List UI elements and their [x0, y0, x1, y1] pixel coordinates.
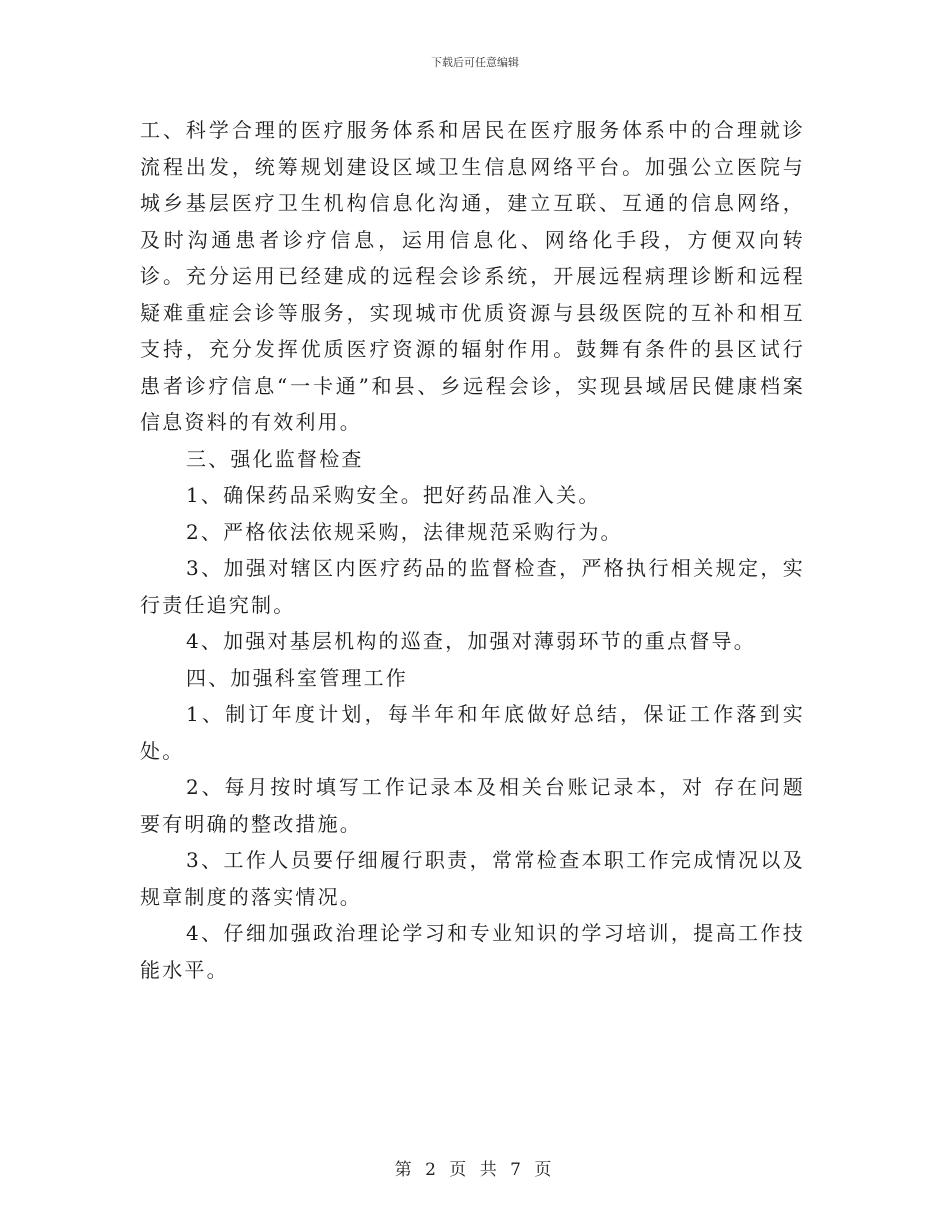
section-heading-3: 三、强化监督检查 — [186, 446, 364, 471]
document-body — [140, 112, 805, 988]
list-item-3-2: 2、严格依法依规采购，法律规范采购行为。 — [186, 519, 623, 544]
list-item-4-1: 1、制订年度计划，每半年和年底做好总结，保证工作落到实处。 — [140, 702, 805, 763]
list-item-4-4: 4、仔细加强政治理论学习和专业知识的学习培训，提高工作技能水平。 — [140, 921, 805, 982]
list-item-3-4: 4、加强对基层机构的巡查，加强对薄弱环节的重点督导。 — [186, 629, 756, 653]
list-item-3-3: 3、加强对辖区内医疗药品的监督检查，严格执行相关规定，实行责任追究制。 — [140, 556, 805, 617]
paragraph-continuation: 工、科学合理的医疗服务体系和居民在医疗服务体系中的合理就诊流程出发，统筹规划建设区域卫生信息网络平台。加强公立医院与城乡基层医疗卫生机构信息化沟通，建立互联、互通的信息网络，及时沟通患者诊疗信息，运用信息化、网络化手段，方便双向转诊。充分运用已经建成的远程会诊系统，开展远程病理诊断和远程疑难重症会诊等服务，实现城市优质资源与县级医院的互补和相互支持，充分发挥优质医疗资源的辐射作用。鼓舞有条件的县区试行患者诊疗信息“一卡通”和县、乡远程会诊，实现县域居民健康档案信息资料的有效利用。 — [140, 118, 805, 434]
page-header: 下载后可任意编辑 — [431, 56, 519, 69]
list-item-4-2: 2、每月按时填写工作记录本及相关台账记录本，对 存在问题要有明确的整改措施。 — [140, 775, 805, 836]
page-number-footer: 第 2 页 共 7 页 — [394, 1160, 556, 1180]
list-item-3-1: 1、确保药品采购安全。把好药品准入关。 — [186, 483, 601, 507]
list-item-4-3: 3、工作人员要仔细履行职责，常常检查本职工作完成情况以及规章制度的落实情况。 — [140, 848, 805, 909]
section-heading-4: 四、加强科室管理工作 — [186, 665, 408, 690]
